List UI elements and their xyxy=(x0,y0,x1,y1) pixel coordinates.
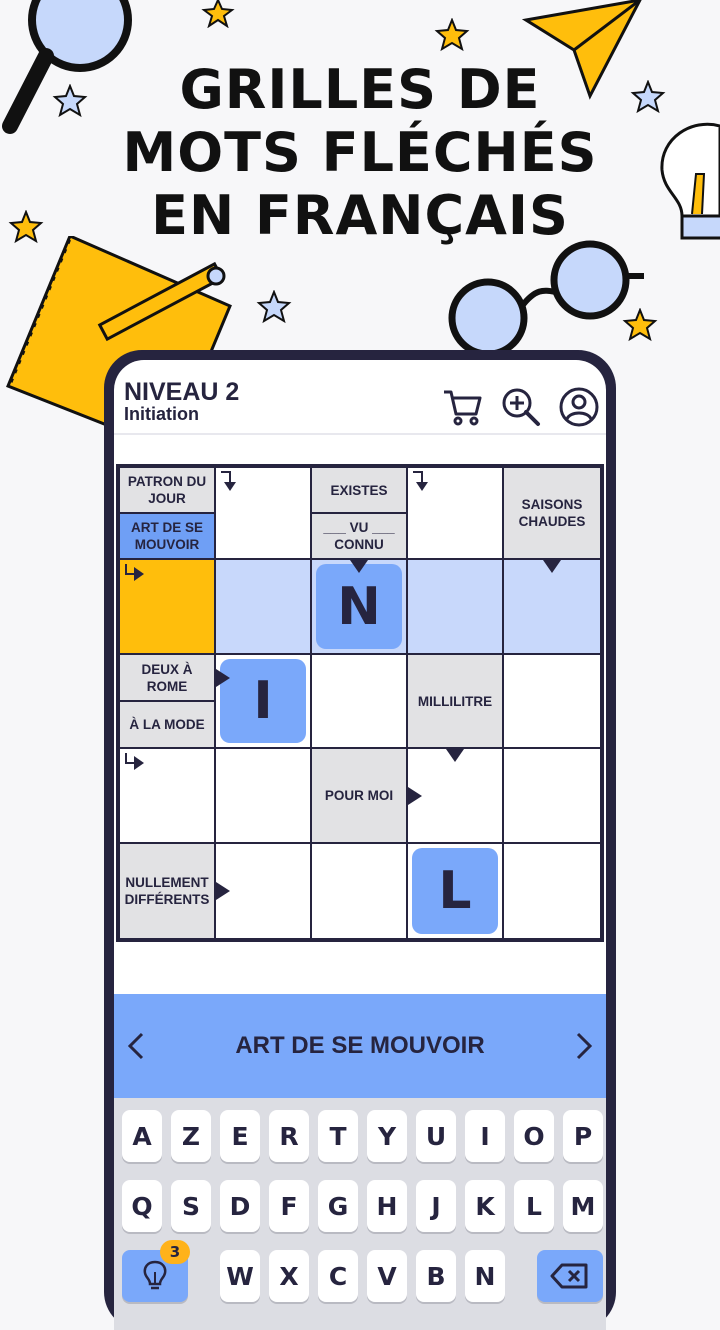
grid-cell[interactable] xyxy=(216,844,310,938)
letter-tile: L xyxy=(412,848,498,934)
key[interactable]: U xyxy=(416,1110,456,1162)
grid-cell[interactable] xyxy=(312,655,406,747)
zoom-in-icon[interactable] xyxy=(500,386,542,428)
key[interactable]: L xyxy=(514,1180,554,1232)
right-arrow-icon xyxy=(408,787,422,805)
key[interactable]: T xyxy=(318,1110,358,1162)
grid-cell[interactable] xyxy=(504,560,600,653)
keyboard xyxy=(114,1098,606,1330)
lightbulb-icon xyxy=(141,1259,169,1293)
key[interactable]: N xyxy=(465,1250,505,1302)
key[interactable]: B xyxy=(416,1250,456,1302)
clue-cell-art[interactable]: ART DE SE MOUVOIR xyxy=(120,514,214,558)
headline-line-1: GRILLES DE xyxy=(179,58,541,121)
clue-cell-vu-connu[interactable]: ___ VU ___ CONNU xyxy=(312,514,406,558)
crossword-grid xyxy=(116,464,604,942)
headline-line-2: MOTS FLÉCHÉS xyxy=(122,121,598,184)
clue-cell-deux[interactable]: DEUX À ROME xyxy=(120,655,214,700)
key[interactable]: S xyxy=(171,1180,211,1232)
grid-cell-current[interactable] xyxy=(120,560,214,653)
key[interactable]: Q xyxy=(122,1180,162,1232)
down-arrow-icon xyxy=(446,749,464,762)
grid-cell[interactable] xyxy=(504,749,600,842)
headline xyxy=(0,58,720,247)
grid-cell[interactable] xyxy=(216,468,310,558)
profile-icon[interactable] xyxy=(558,386,600,428)
key[interactable]: C xyxy=(318,1250,358,1302)
clue-cell-nullement[interactable]: NULLEMENT DIFFÉRENTS xyxy=(120,844,214,938)
current-clue-bar xyxy=(114,994,606,1098)
grid-cell[interactable] xyxy=(408,560,502,653)
key[interactable]: W xyxy=(220,1250,260,1302)
bent-arrow-icon xyxy=(122,562,148,588)
key[interactable]: O xyxy=(514,1110,554,1162)
star-icon xyxy=(622,308,658,342)
right-arrow-icon xyxy=(216,882,230,900)
key[interactable]: D xyxy=(220,1180,260,1232)
star-icon xyxy=(256,290,292,324)
key[interactable]: E xyxy=(220,1110,260,1162)
level-subtitle: Initiation xyxy=(124,404,199,424)
key[interactable]: G xyxy=(318,1180,358,1232)
grid-cell[interactable] xyxy=(312,560,406,653)
clue-cell-millilitre[interactable]: MILLILITRE xyxy=(408,655,502,747)
phone-frame xyxy=(104,350,616,1330)
header-divider xyxy=(114,433,606,435)
key[interactable]: P xyxy=(563,1110,603,1162)
down-arrow-icon xyxy=(543,560,561,573)
key[interactable]: H xyxy=(367,1180,407,1232)
hint-button[interactable] xyxy=(122,1243,188,1302)
hint-count-badge: 3 xyxy=(160,1240,190,1264)
glasses-illustration xyxy=(440,236,650,366)
key[interactable]: M xyxy=(563,1180,603,1232)
grid-cell[interactable] xyxy=(216,560,310,653)
bent-arrow-icon xyxy=(410,470,436,496)
key[interactable]: X xyxy=(269,1250,309,1302)
grid-cell[interactable] xyxy=(120,749,214,842)
grid-cell[interactable] xyxy=(504,655,600,747)
grid-cell[interactable] xyxy=(312,844,406,938)
app-screen xyxy=(114,360,606,1330)
grid-cell[interactable] xyxy=(216,749,310,842)
grid-cell[interactable] xyxy=(504,844,600,938)
chevron-right-icon[interactable] xyxy=(568,1030,598,1062)
letter-tile: N xyxy=(316,564,402,649)
right-arrow-icon xyxy=(216,669,230,687)
grid-cell[interactable] xyxy=(216,655,310,747)
key[interactable]: Z xyxy=(171,1110,211,1162)
grid-cell[interactable] xyxy=(408,749,502,842)
down-arrow-icon xyxy=(350,560,368,573)
clue-cell-saisons[interactable]: SAISONS CHAUDES xyxy=(504,468,600,558)
clue-cell-existes[interactable]: EXISTES xyxy=(312,468,406,512)
clue-cell-mode[interactable]: À LA MODE xyxy=(120,702,214,747)
cart-icon[interactable] xyxy=(442,386,484,428)
current-clue-text: ART DE SE MOUVOIR xyxy=(235,1032,485,1059)
key[interactable]: Y xyxy=(367,1110,407,1162)
key[interactable]: K xyxy=(465,1180,505,1232)
backspace-icon xyxy=(550,1262,590,1290)
key[interactable]: I xyxy=(465,1110,505,1162)
clue-cell-pour-moi[interactable]: POUR MOI xyxy=(312,749,406,842)
key[interactable]: A xyxy=(122,1110,162,1162)
level-title: NIVEAU 2 xyxy=(124,378,240,406)
clue-cell-patron[interactable]: PATRON DU JOUR xyxy=(120,468,214,512)
backspace-button[interactable] xyxy=(537,1250,603,1302)
chevron-left-icon[interactable] xyxy=(122,1030,152,1062)
star-icon xyxy=(434,18,470,52)
bent-arrow-icon xyxy=(218,470,244,496)
grid-cell[interactable] xyxy=(408,844,502,938)
headline-line-3: EN FRANÇAIS xyxy=(151,184,569,247)
key[interactable]: R xyxy=(269,1110,309,1162)
letter-tile: I xyxy=(220,659,306,743)
bent-arrow-icon xyxy=(122,751,148,777)
key[interactable]: F xyxy=(269,1180,309,1232)
key[interactable]: J xyxy=(416,1180,456,1232)
star-icon xyxy=(200,0,236,28)
grid-cell[interactable] xyxy=(408,468,502,558)
key[interactable]: V xyxy=(367,1250,407,1302)
